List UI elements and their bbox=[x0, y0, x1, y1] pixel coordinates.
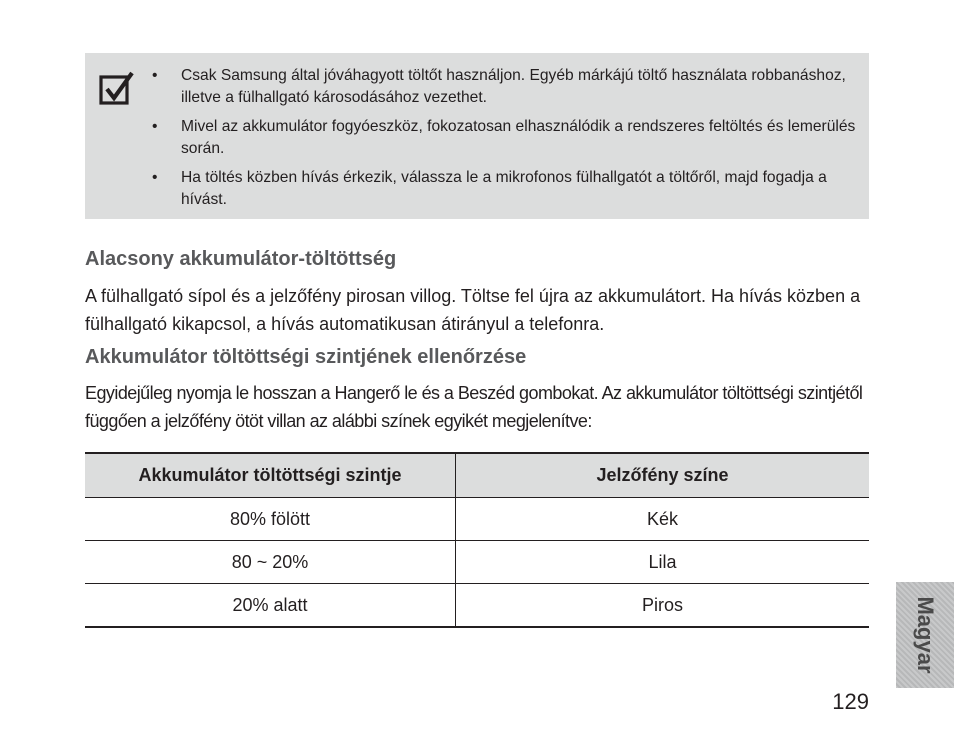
note-item bbox=[152, 167, 857, 210]
table-header-row bbox=[85, 453, 869, 498]
check-level-paragraph: Egyidejűleg nyomja le hosszan a Hangerő le és a Beszéd gombokat. Az akkumulátor töltöttségi szintjétől függően a jelzőfény ötöt villan az alábbi színek egyikét megjelenítve: bbox=[85, 383, 863, 431]
note-box bbox=[85, 53, 869, 219]
table-row bbox=[85, 498, 869, 541]
table-cell-level: 80% fölött bbox=[85, 498, 456, 541]
low-battery-paragraph: A fülhallgató sípol és a jelzőfény pirosan villog. Töltse fel újra az akkumulátort. Ha hívás közben a fülhallgató kikapcsol, a hívás automatikusan átirányul a telefonra. bbox=[85, 286, 861, 334]
note-item bbox=[152, 116, 857, 159]
language-tab-label: Magyar bbox=[913, 596, 938, 674]
section-heading-check-level: Akkumulátor töltöttségi szintjének ellenőrzése bbox=[85, 346, 527, 368]
table-header-level: Akkumulátor töltöttségi szintje bbox=[85, 453, 456, 498]
bullet: • bbox=[152, 169, 158, 186]
note-list bbox=[152, 65, 857, 218]
page-number: 129 bbox=[832, 689, 869, 714]
note-item bbox=[152, 65, 857, 108]
language-side-tab bbox=[896, 582, 954, 688]
table-cell-color: Lila bbox=[456, 541, 870, 584]
checkbox-check-icon bbox=[99, 71, 135, 107]
table-cell-level: 20% alatt bbox=[85, 584, 456, 628]
battery-level-table bbox=[85, 452, 869, 628]
note-text: Csak Samsung által jóváhagyott töltőt használjon. Egyéb márkájú töltő használata robbanáshoz, illetve a fülhallgató károsodásához vezethet. bbox=[181, 67, 846, 106]
note-text: Ha töltés közben hívás érkezik, válassza le a mikrofonos fülhallgatót a töltőről, majd fogadja a hívást. bbox=[181, 169, 827, 208]
table-row bbox=[85, 584, 869, 628]
bullet: • bbox=[152, 118, 158, 135]
bullet: • bbox=[152, 67, 158, 84]
table-row bbox=[85, 541, 869, 584]
section-heading-low-battery: Alacsony akkumulátor-töltöttség bbox=[85, 248, 397, 270]
table-cell-color: Piros bbox=[456, 584, 870, 628]
table-cell-level: 80 ~ 20% bbox=[85, 541, 456, 584]
table-cell-color: Kék bbox=[456, 498, 870, 541]
note-text: Mivel az akkumulátor fogyóeszköz, fokozatosan elhasználódik a rendszeres feltöltés és lemerülés során. bbox=[181, 118, 856, 157]
table-header-color: Jelzőfény színe bbox=[456, 453, 870, 498]
